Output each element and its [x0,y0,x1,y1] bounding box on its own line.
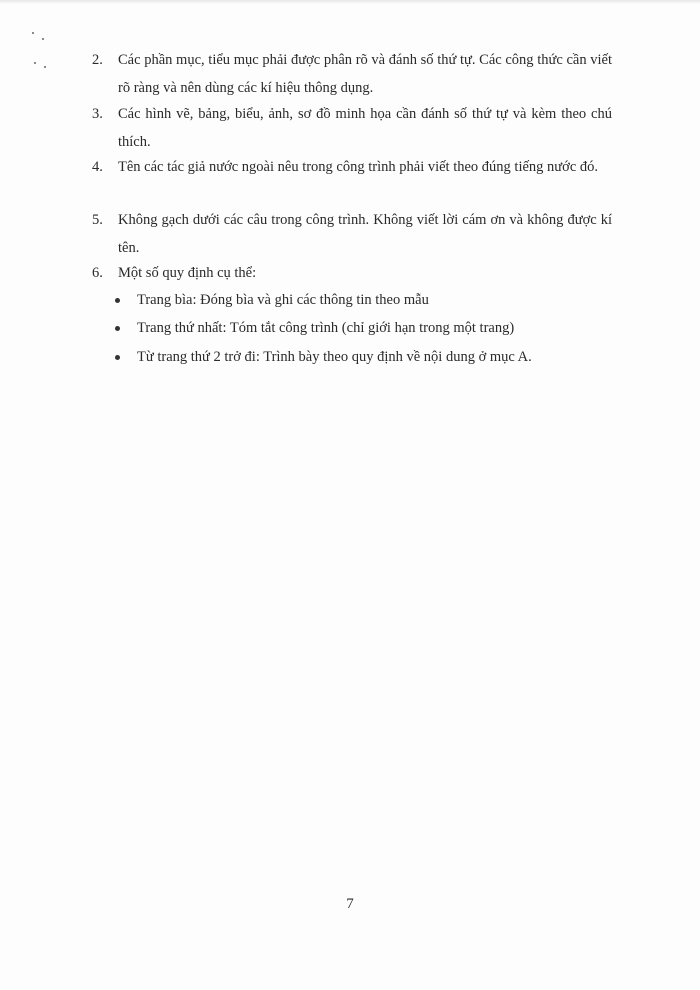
list-item-number: 4. [92,159,103,175]
list-item-number: 3. [92,106,103,122]
bullet-text: Trang thứ nhất: Tóm tắt công trình (chỉ giới hạn trong một trang) [137,320,515,336]
page-number: 7 [346,896,354,912]
bullet-item [115,314,595,342]
list-item-text: Không gạch dưới các câu trong công trình. Không viết lời cám ơn và không được kí tên. [118,212,612,256]
list-item-text: Các hình vẽ, bảng, biểu, ảnh, sơ đồ minh họa cần đánh số thứ tự và kèm theo chú thích. [118,106,612,150]
bullet-item [115,343,595,371]
bullet-item [115,286,595,314]
list-item-number: 6. [92,265,103,281]
list-item-text: Các phần mục, tiểu mục phải được phân rõ và đánh số thứ tự. Các công thức cần viết rõ ràng và nên dùng các kí hiệu thông dụng. [118,52,612,96]
scan-speck [44,66,46,68]
scan-speck [42,38,44,40]
bullet-dot [115,298,120,303]
list-item-6 [92,259,612,287]
list-item-number: 5. [92,212,103,228]
list-item-3 [92,100,612,156]
list-item-number: 2. [92,52,103,68]
list-item-4 [92,153,612,181]
scan-speck [32,32,34,34]
bullet-text: Từ trang thứ 2 trở đi: Trình bày theo quy định về nội dung ở mục A. [137,349,532,365]
bullet-text: Trang bìa: Đóng bìa và ghi các thông tin theo mẫu [137,292,429,308]
bullet-dot [115,355,120,360]
list-item-text: Tên các tác giả nước ngoài nêu trong công trình phải viết theo đúng tiếng nước đó. [118,159,599,175]
list-item-2 [92,46,612,102]
list-item-text: Một số quy định cụ thể: [118,265,257,281]
scan-speck [34,62,36,64]
list-item-5 [92,206,612,262]
bullet-dot [115,326,120,331]
scan-edge [0,0,700,4]
